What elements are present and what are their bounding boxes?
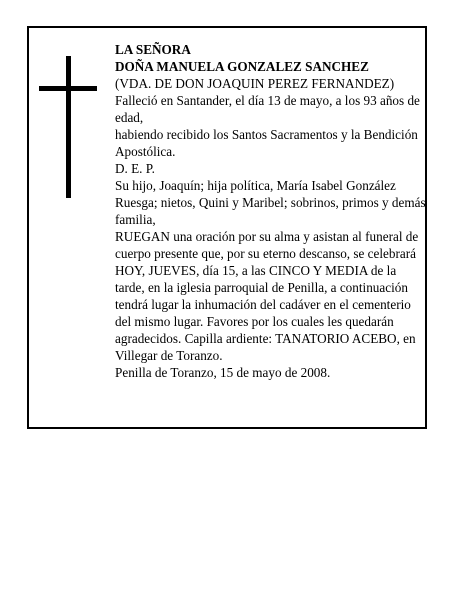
notice-text bbox=[115, 41, 427, 381]
cross-vertical-bar bbox=[66, 56, 71, 198]
sacraments-line: habiendo recibido los Santos Sacramentos y la Bendición Apostólica. bbox=[115, 127, 418, 159]
widow-of-line: (VDA. DE DON JOAQUIN PEREZ FERNANDEZ) bbox=[115, 76, 395, 91]
obituary-notice bbox=[27, 26, 427, 429]
place-date-line: Penilla de Toranzo, 15 de mayo de 2008. bbox=[115, 365, 331, 380]
rip-line: D. E. P. bbox=[115, 161, 155, 176]
request-paragraph: RUEGAN una oración por su alma y asistan al funeral de cuerpo presente que, por su eterno descanso, se celebrará HOY, JUEVES, día 15, a las CINCO Y MEDIA de la tarde, en la iglesia parroquial de Penilla, a continuación tendrá lugar la inhumación del cadáver en el cementerio del mismo lugar. Favores por los cuales les quedarán agradecidos. Capilla ardiente: TANATORIO ACEBO, en Villegar de Toranzo. bbox=[115, 229, 419, 363]
cross-icon bbox=[39, 56, 97, 198]
family-line: Su hijo, Joaquín; hija política, María Isabel González Ruesga; nietos, Quini y Maribel; sobrinos, primos y demás familia, bbox=[115, 178, 426, 227]
death-line: Falleció en Santander, el día 13 de mayo, a los 93 años de edad, bbox=[115, 93, 420, 125]
deceased-name: DOÑA MANUELA GONZALEZ SANCHEZ bbox=[115, 59, 369, 74]
cross-horizontal-bar bbox=[39, 86, 97, 91]
notice-heading: LA SEÑORA bbox=[115, 42, 191, 57]
